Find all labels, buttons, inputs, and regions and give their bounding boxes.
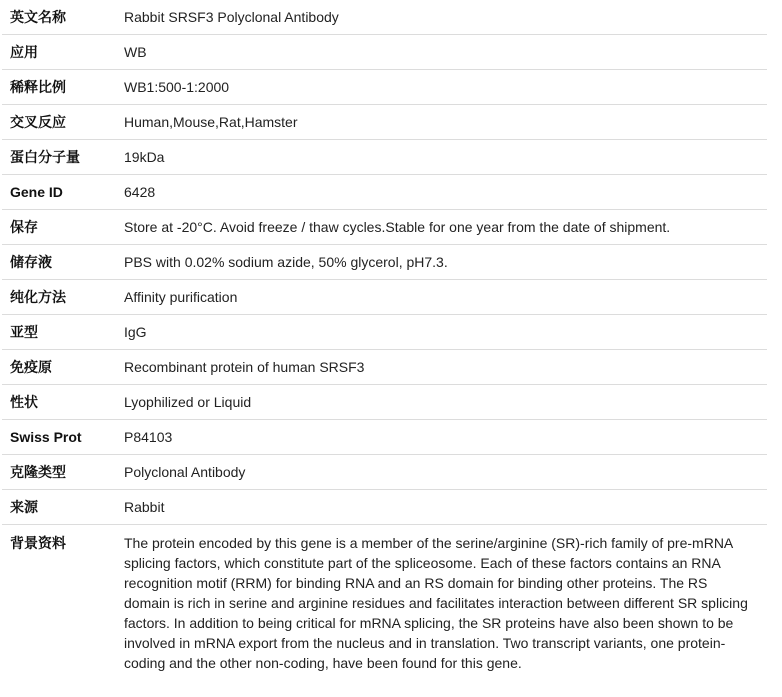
- spec-label: Gene ID: [10, 184, 63, 200]
- spec-value: Rabbit SRSF3 Polyclonal Antibody: [124, 9, 339, 25]
- spec-row-purification: [2, 280, 767, 315]
- spec-value: PBS with 0.02% sodium azide, 50% glycerol, pH7.3.: [124, 254, 448, 270]
- spec-value: Store at -20°C. Avoid freeze / thaw cycles.Stable for one year from the date of shipment.: [124, 219, 671, 235]
- spec-label: 克隆类型: [10, 464, 66, 480]
- spec-row-molecular-weight: [2, 140, 767, 175]
- spec-value: Affinity purification: [124, 289, 238, 305]
- spec-label: 性状: [10, 394, 38, 410]
- spec-row-form: [2, 385, 767, 420]
- spec-row-swiss-prot: [2, 420, 767, 455]
- spec-value: Polyclonal Antibody: [124, 464, 246, 480]
- spec-row-host: [2, 490, 767, 525]
- spec-row-english-name: [2, 0, 767, 35]
- spec-value: 19kDa: [124, 149, 165, 165]
- spec-label: 免疫原: [10, 359, 52, 375]
- spec-label: 蛋白分子量: [10, 149, 80, 165]
- spec-row-background: [2, 525, 767, 678]
- spec-value: IgG: [124, 324, 147, 340]
- spec-row-clonality: [2, 455, 767, 490]
- spec-label: 英文名称: [10, 9, 66, 25]
- spec-label: 背景资料: [10, 535, 66, 551]
- spec-row-application: [2, 35, 767, 70]
- spec-value: P84103: [124, 429, 173, 445]
- product-spec-table: [2, 0, 767, 677]
- spec-value: 6428: [124, 184, 156, 200]
- spec-value: WB: [124, 44, 147, 60]
- spec-label: 来源: [10, 499, 38, 515]
- spec-value: Lyophilized or Liquid: [124, 394, 252, 410]
- spec-value: Human,Mouse,Rat,Hamster: [124, 114, 298, 130]
- spec-value: Rabbit: [124, 499, 165, 515]
- spec-label: 亚型: [10, 324, 38, 340]
- spec-row-dilution: [2, 70, 767, 105]
- background-description: The protein encoded by this gene is a member of the serine/arginine (SR)-rich family of pre-mRNA splicing factors, which constitute part of the spliceosome. Each of these factors contains an RNA recognition motif (RRM) for binding RNA and an RS domain for binding other proteins. The RS domain is rich in serine and arginine residues and facilitates interaction between different SR splicing factors. In addition to being critical for mRNA splicing, the SR proteins have also been shown to be involved in mRNA export from the nucleus and in translation. Two transcript variants, one protein-coding and the other non-coding, have been found for this gene.: [124, 535, 748, 671]
- spec-label: 交叉反应: [10, 114, 66, 130]
- spec-label: 保存: [10, 219, 38, 235]
- spec-row-gene-id: [2, 175, 767, 210]
- spec-label: 稀释比例: [10, 79, 66, 95]
- spec-row-buffer: [2, 245, 767, 280]
- spec-row-isotype: [2, 315, 767, 350]
- spec-row-reactivity: [2, 105, 767, 140]
- spec-row-immunogen: [2, 350, 767, 385]
- spec-value: WB1:500-1:2000: [124, 79, 230, 95]
- spec-label: 纯化方法: [10, 289, 66, 305]
- spec-value: Recombinant protein of human SRSF3: [124, 359, 365, 375]
- spec-row-storage: [2, 210, 767, 245]
- spec-label: 应用: [10, 44, 38, 60]
- spec-label: 储存液: [10, 254, 52, 270]
- spec-label: Swiss Prot: [10, 429, 82, 445]
